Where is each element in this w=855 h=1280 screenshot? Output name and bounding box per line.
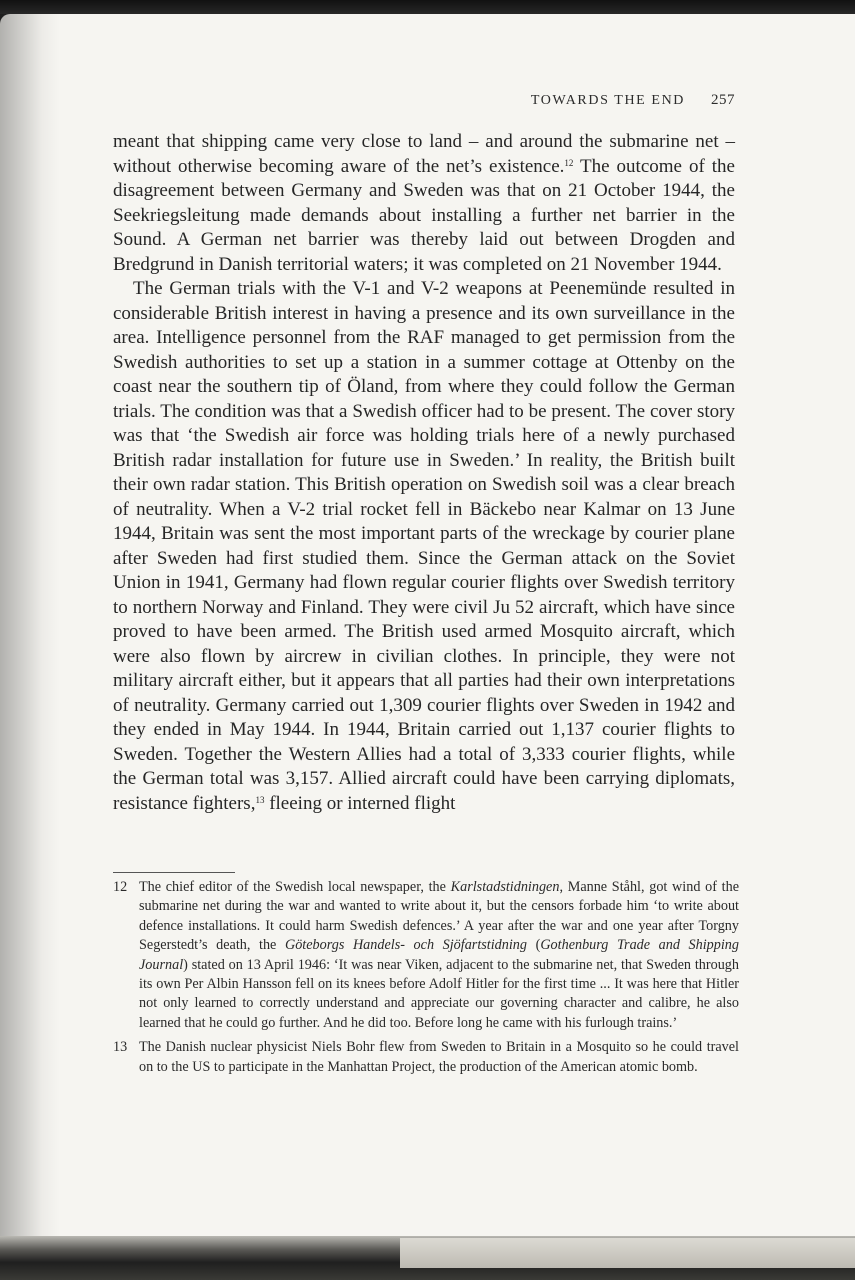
paragraph-1: [113, 130, 735, 277]
running-head-title: TOWARDS THE END: [530, 93, 685, 108]
footnote-13-seg-0: The Danish nuclear physicist Niels Bohr flew from Sweden to Britain in a Mosquito so he could travel on to the US to participate in the Manhattan Project, the production of the American atomic bomb.: [139, 1039, 739, 1075]
footnote-rule: [113, 872, 235, 873]
paragraph-2-text-a: The German trials with the V-1 and V-2 weapons at Peenemünde resulted in considerable British interest in having a presence and its own surveillance in the area. Intelligence personnel from the RAF managed to get permission from the Swedish authorities to set up a station in a summer cottage at Ottenby on the coast near the southern tip of Öland, from where they could follow the German trials. The condition was that a Swedish officer had to be present. The cover story was that ‘the Swedish air force was holding trials here of a newly purchased British radar installation for future use in Sweden.’ In reality, the British built their own radar station. This British operation on Swedish soil was a clear breach of neutrality. When a V-2 trial rocket fell in Bäckebo near Kalmar on 13 June 1944, Britain was sent the most important parts of the wreckage by courier plane after Sweden had first studied them. Since the German attack on the Soviet Union in 1941, Germany had flown regular courier flights over Swedish territory to northern Norway and Finland. They were civil Ju 52 aircraft, which have since proved to have been armed. The British used armed Mosquito aircraft, which were also flown by aircrew in civilian clothes. In principle, they were not military aircraft either, but it appears that all parties had their own interpretations of neutrality. Germany carried out 1,309 courier flights over Sweden in 1942 and they ended in May 1944. In 1944, Britain carried out 1,137 courier flights to Sweden. Together the Western Allies had a total of 3,333 courier flights, while the German total was 3,157. Allied aircraft could have been carrying diplomats, resistance fighters,: [113, 278, 735, 814]
footnote-text: [139, 878, 739, 1033]
footnote-ref-13: 13: [255, 794, 265, 805]
paragraph-2-text-b: fleeing or interned flight: [264, 792, 456, 814]
paragraph-1-text-a: meant that shipping came very close to land – and around the submarine net – without otherwise becoming aware of the net’s existence.: [113, 131, 735, 177]
footnote-12-newspaper-title: Karlstadstidningen: [450, 879, 560, 895]
paragraph-1-text-b: The outcome of the disagreement between Germany and Sweden was that on 21 October 1944, the Seekriegsleitung made demands about installing a further net barrier in the Sound. A German net barrier was thereby laid out between Drogden and Bredgrund in Danish territorial waters; it was completed on 21 November 1944.: [113, 155, 735, 275]
main-text: [113, 130, 735, 816]
footnotes: [113, 878, 739, 1082]
footnote-12: [113, 878, 739, 1033]
footnote-12-journal-translation: Gothenburg Trade and Shipping Journal: [139, 937, 739, 973]
footnote-text: [139, 1038, 739, 1077]
page-number: 257: [711, 92, 735, 108]
footnote-13: [113, 1038, 739, 1077]
footnote-12-journal-title: Göteborgs Handels- och Sjöfartstidning: [284, 937, 527, 954]
footnote-number: 13: [113, 1039, 128, 1056]
footnote-12-seg-4: (: [526, 937, 541, 954]
footnote-12-seg-2: , Manne Ståhl, got wind of the submarine net during the war and wanted to write about it, but the censors forbade him ‘to write about defence installations. It could harm Swedish defences.’ A year after the war and one year after Torgny Segerstedt’s death, the: [139, 879, 740, 954]
page-bottom-edge: [400, 1238, 855, 1268]
page-gutter-shadow: [0, 14, 60, 1236]
paragraph-2: [113, 277, 735, 816]
footnote-12-seg-0: The chief editor of the Swedish local newspaper, the: [139, 879, 451, 895]
footnote-ref-12: 12: [564, 157, 574, 168]
footnote-number: 12: [113, 879, 128, 895]
running-head: [110, 92, 735, 109]
footnote-12-seg-6: ) stated on 13 April 1946: ‘It was near Viken, adjacent to the submarine net, that Sweden through its own Per Albin Hansson fell on its knees before Adolf Hitler for the first time ... It was here that Hitler not only learned to correctly understand and appreciate our governing character and calibre, he also learned that he could go further. And he did too. Before long he came with his furlough trains.’: [139, 956, 739, 1031]
